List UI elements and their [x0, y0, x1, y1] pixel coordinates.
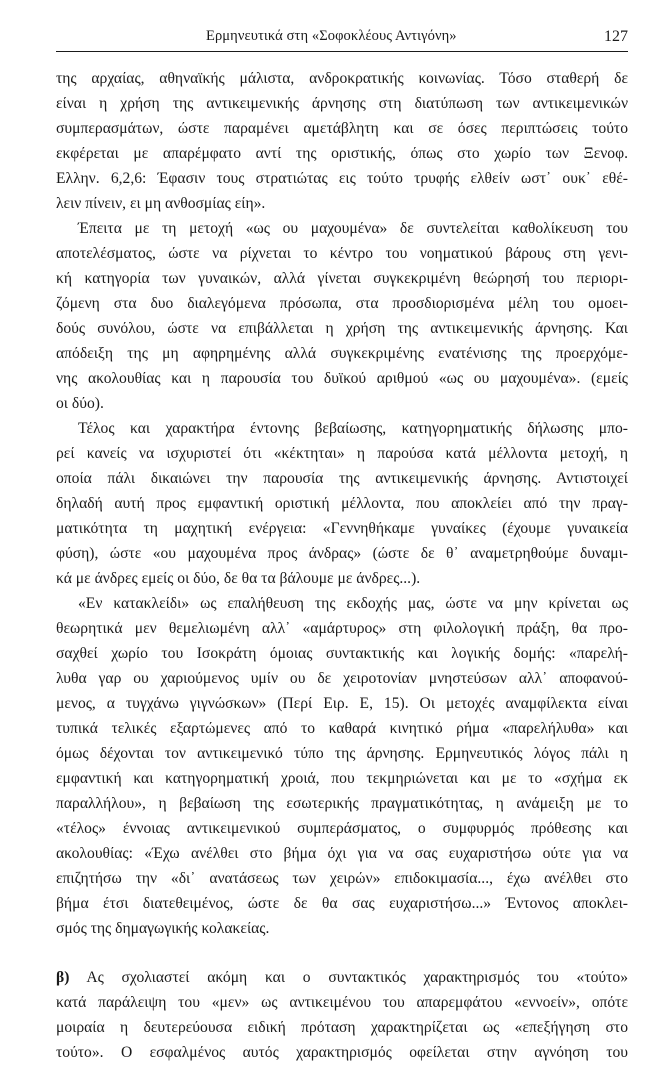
text-line: ακολουθίας: «Έχω ανέλθει στο βήμα όχι για να σας ευχαριστήσω ούτε για να: [56, 845, 628, 862]
paragraph: [56, 591, 628, 941]
text-line: δούς συνόλου, ώστε να επιβάλλεται η χρήση της αντικειμενικής άρνησης. Και: [56, 320, 628, 337]
text-line: κή κατηγορία των γυναικών, αλλά γίνεται συγκεκριμένη θεώρησή του περιορι-: [56, 270, 628, 287]
text-line: λυθα γαρ ου χαριούμενος υμίν ου δε χειροτονίαν μνηστεύσων αλλ᾽ αποφανού-: [56, 670, 628, 687]
section-b: [56, 965, 628, 1065]
text-line: «Εν κατακλείδι» ως επαλήθευση της εκδοχής μας, ώστε να μην κρίνεται ως: [78, 595, 628, 612]
text-line: επιζητήσω την «δι᾽ ανατάσεως των χειρών» επιδοκιμασία..., έχω ανέλθει στο: [56, 870, 628, 887]
text-line: συμπερασμάτων, ώστε παραμένει αμετάβλητη και σε όσες περιπτώσεις τούτο: [56, 120, 628, 137]
section-marker: β): [56, 969, 70, 986]
text-line: οι δύο).: [56, 395, 104, 412]
section-b-first-line: Ας σχολιαστεί ακόμη και ο συντακτικός χαρακτηρισμός του «τούτο»: [69, 969, 628, 986]
text-line: Τέλος και χαρακτήρα έντονης βεβαίωσης, κατηγορηματικής δήλωσης μπο-: [78, 420, 628, 437]
text-line: ρεί κανείς να ισχυριστεί ότι «κέκτηται» η παρούσα κατά μέλλοντα μετοχή, η: [56, 445, 628, 462]
text-line: λειν πίνειν, ει μη ανθοσμίας είη».: [56, 195, 266, 212]
header-rule: [56, 51, 628, 52]
text-line: της αρχαίας, αθηναϊκής μάλιστα, ανδροκρατικής κοινωνίας. Τόσο σταθερή δε: [56, 70, 628, 87]
paragraph: [56, 66, 628, 216]
text-line: Ελλην. 6,2,6: Έφασιν τους στρατιώτας εις τούτο τρυφής ελθείν ωστ᾽ ουκ᾽ εθέ-: [56, 170, 628, 187]
text-line: βήμα έτσι διατεθειμένος, ώστε δε θα σας ευχαριστήσω...» Έντονος αποκλει-: [56, 895, 628, 912]
text-line: κά με άνδρες εμείς οι δύο, δε θα τα βάλουμε με άνδρες...).: [56, 570, 421, 587]
text-line: «τέλος» έννοιας αντικειμενικού συμπεράσματος, ο συμφυρμός πρόθεσης και: [56, 820, 628, 837]
text-line: εμφαντική και κατηγορηματική χροιά, που τεκμηριώνεται και με το «σχήμα εκ: [56, 770, 628, 787]
text-line: τυπικά τελικές εξαρτώμενες από το καθαρά κινητικό ρήμα «παρελήλυθα» και: [56, 720, 628, 737]
text-line: εκφέρεται με απαρέμφατο αντί της οριστικής, όπως στο χωρίο των Ξενοφ.: [56, 145, 628, 162]
text-line: όμως δέχονται τον αντικειμενικό τύπο της άρνησης. Ερμηνευτικός λόγος πάλι η: [56, 745, 628, 762]
text-line: δηλαδή αυτή προς εμφαντική οριστική μέλλοντα, που αποκλείει από την πραγ-: [56, 495, 628, 512]
paragraph: [56, 416, 628, 591]
text-line: νης ακολουθίας και η παρουσία του δυϊκού αριθμού «ως ου μαχουμένα». (εμείς: [56, 370, 628, 387]
text-line: ζόμενη στα δυο διαλεγόμενα πρόσωπα, στα προσδιορισμένα μέλη του ομοει-: [56, 295, 628, 312]
text-line: παραλλήλου», η βεβαίωση της εσωτερικής πραγματικότητας, η ανάμειξη με το: [56, 795, 628, 812]
section-gap: [56, 941, 628, 965]
running-title: Ερμηνευτικά στη «Σοφοκλέους Αντιγόνη»: [206, 28, 457, 44]
text-line: είναι η χρήση της αντικειμενικής άρνησης στη διατύπωση των αντικειμενικών: [56, 95, 628, 112]
text-line: θεωρητικά μεν θεμελιωμένη αλλ᾽ «αμάρτυρος» στη φιλολογική πράξη, θα προ-: [56, 620, 628, 637]
text-line: σμός της δημαγωγικής κολακείας.: [56, 920, 270, 937]
body-text: [56, 66, 628, 1065]
page-header: [56, 26, 628, 50]
text-line: απόδειξη της μη αφηρημένης αλλά συγκεκριμένης ενατένισης της προερχόμε-: [56, 345, 628, 362]
text-line: Έπειτα με τη μετοχή «ως ου μαχουμένα» δε συντελείται καθολίκευση του: [78, 220, 628, 237]
paragraph: [56, 216, 628, 416]
text-line: τούτο». Ο εσφαλμένος αυτός χαρακτηρισμός οφείλεται στην αγνόηση του: [56, 1044, 628, 1061]
text-line: οποία πάλι δικαιώνει την παρουσία της αντικειμενικής άρνησης. Αντιστοιχεί: [56, 470, 628, 487]
text-line: μενος, α τυγχάνω γιγνώσκων» (Περί Ειρ. Ε, 15). Οι μετοχές αναμφίλεκτα είναι: [56, 695, 628, 712]
text-line: ματικότητα τη μαχητική ενέργεια: «Γεννηθήκαμε γυναίκες (έχουμε γυναικεία: [56, 520, 628, 537]
text-line: κατά παράλειψη του «μεν» ως αντικειμένου του απαρεμφάτου «εννοείν», οπότε: [56, 994, 628, 1011]
text-line: [56, 965, 628, 990]
text-line: αποτελέσματος, ώστε να ρίχνεται το κέντρο του νοηματικού βάρους στη γενι-: [56, 245, 628, 262]
text-line: φύση), ώστε «ου μαχουμένα προς άνδρας» (ώστε δε θ᾽ αναμετρηθούμε δυναμι-: [56, 545, 628, 562]
text-line: σαχθεί χωρίο του Ισοκράτη όμοιας συντακτικής και λογικής δομής: «παρελή-: [56, 645, 628, 662]
text-line: μοιραία η δευτερεύουσα ειδική πρόταση χαρακτηρίζεται ως «επεξήγηση στο: [56, 1019, 628, 1036]
page-number: 127: [604, 28, 628, 45]
